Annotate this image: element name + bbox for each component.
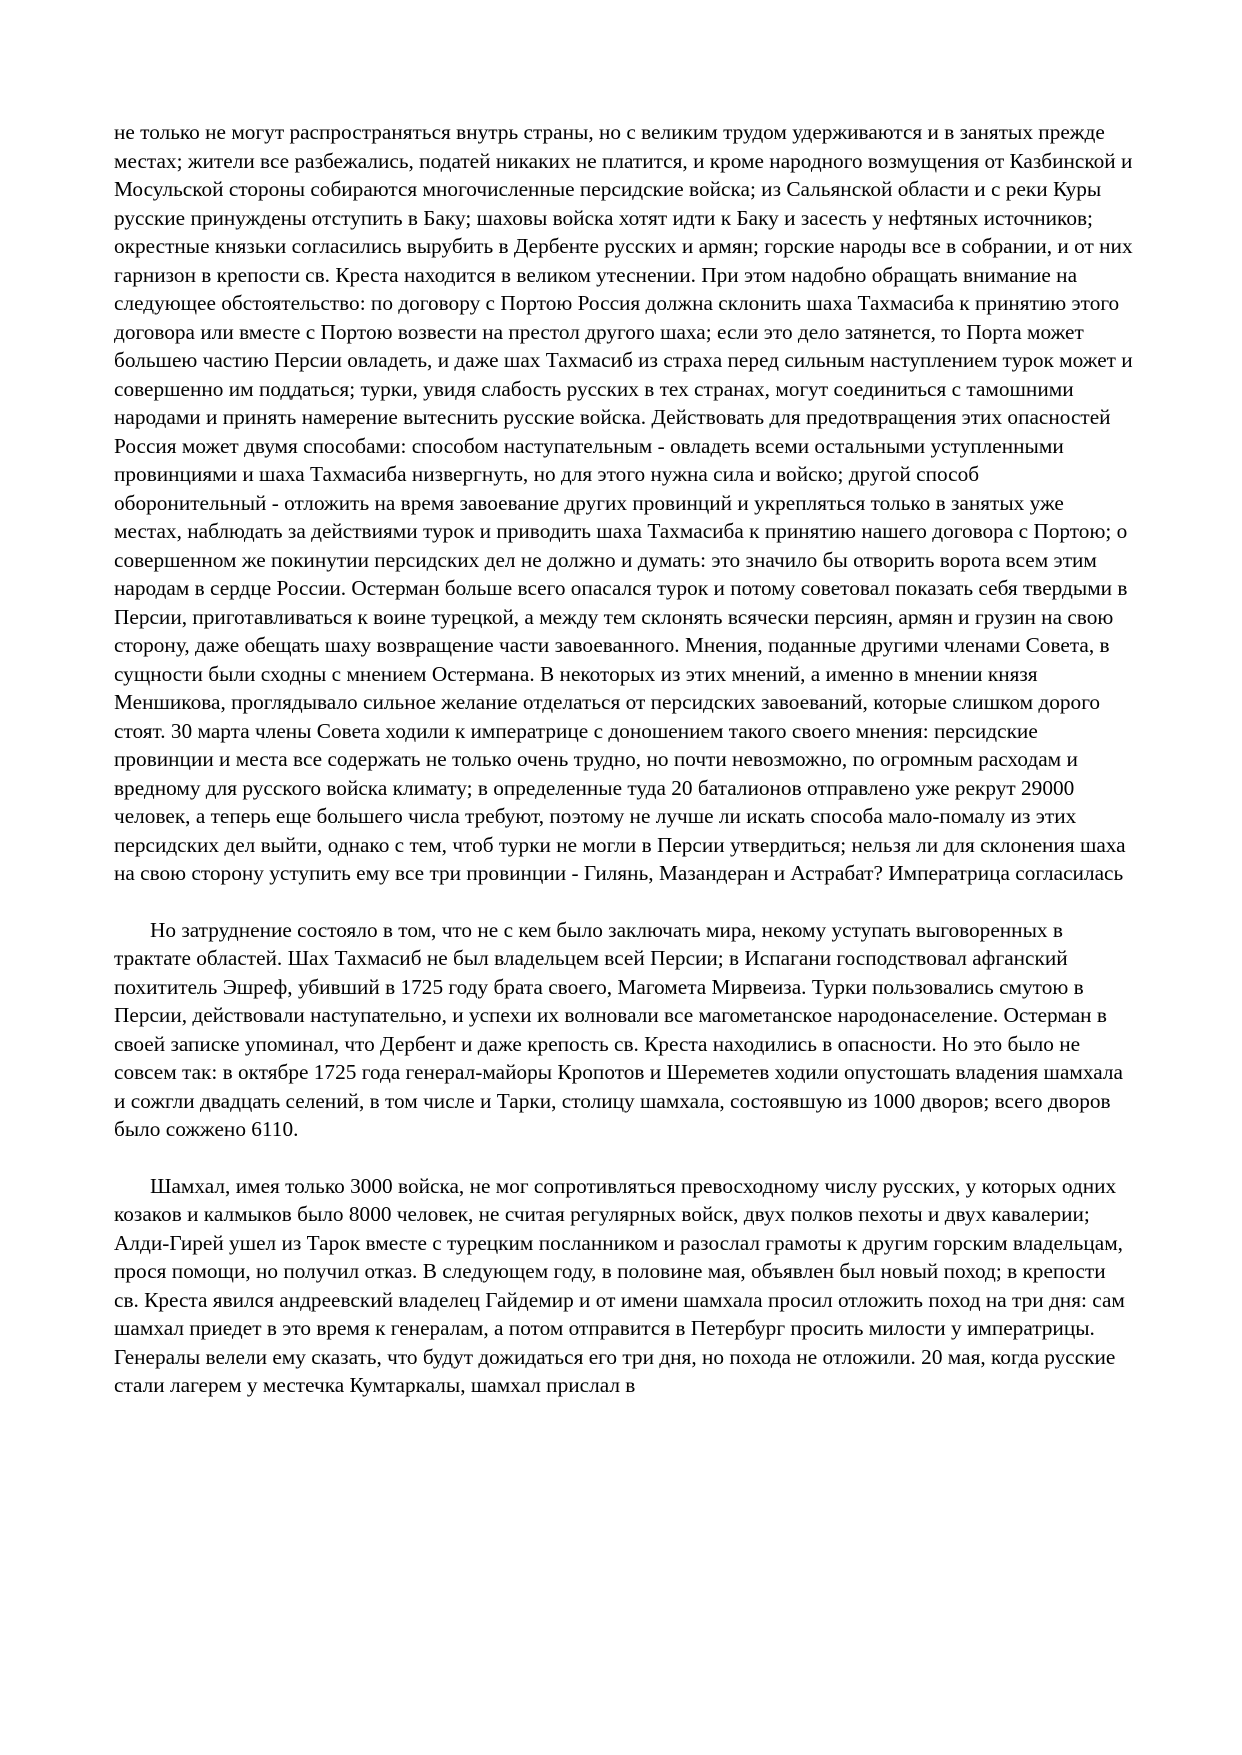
paragraph-1: не только не могут распространяться внутрь страны, но с великим трудом удерживаются и в занятых прежде местах; жители все разбежались, податей никаких не платится, и кроме народного возмущения от Казбинской и Мосульской стороны собираются многочисленные персидские войска; из Сальянской области и с реки Куры русские принуждены отступить в Баку; шаховы войска хотят идти к Баку и засесть у нефтяных источников; окрестные князьки согласились вырубить в Дербенте русских и армян; горские народы все в собрании, и от них гарнизон в крепости св. Креста находится в великом утеснении. При этом надобно обращать внимание на следующее обстоятельство: по договору с Портою Россия должна склонить шаха Тахмасиба к принятию этого договора или вместе с Портою возвести на престол другого шаха; если это дело затянется, то Порта может большею частию Персии овладеть, и даже шах Тахмасиб из страха перед сильным наступлением турок может и совершенно им поддаться; турки, увидя слабость русских в тех странах, могут соединиться с тамошними народами и принять намерение вытеснить русские войска. Действовать для предотвращения этих опасностей Россия может двумя способами: способом наступательным - овладеть всеми остальными уступленными провинциями и шаха Тахмасиба низвергнуть, но для этого нужна сила и войско; другой способ оборонительный - отложить на время завоевание других провинций и укрепляться только в занятых уже местах, наблюдать за действиями турок и приводить шаха Тахмасиба к принятию нашего договора с Портою; о совершенном же покинутии персидских дел не должно и думать: это значило бы отворить ворота всем этим народам в сердце России. Остерман больше всего опасался турок и потому советовал показать себя твердыми в Персии, приготавливаться к воине турецкой, а между тем склонять всячески персиян, армян и грузин на свою сторону, даже обещать шаху возвращение части завоеванного. Мнения, поданные другими членами Совета, в сущности были сходны с мнением Остермана. В некоторых из этих мнений, а именно в мнении князя Меншикова, проглядывало сильное желание отделаться от персидских завоеваний, которые слишком дорого стоят. 30 марта члены Совета ходили к императрице с доношением такого своего мнения: персидские провинции и места все содержать не только очень трудно, но почти невозможно, по огромным расходам и вредному для русского войска климату; в определенные туда 20 баталионов отправлено уже рекрут 29000 человек, а теперь еще большего числа требуют, поэтому не лучше ли искать способа мало-помалу из этих персидских дел выйти, однако с тем, чтоб турки не могли в Персии утвердиться; нельзя ли для склонения шаха на свою сторону уступить ему все три провинции - Гилянь, Мазандеран и Астрабат? Императрица согласилась xyxy=(114,120,1133,885)
paragraph-2: Но затруднение состояло в том, что не с кем было заключать мира, некому уступать выговоренных в трактате областей. Шах Тахмасиб не был владельцем всей Персии; в Испагани господствовал афганский похититель Эшреф, убивший в 1725 году брата своего, Магомета Мирвеиза. Турки пользовались смутою в Персии, действовали наступательно, и успехи их волновали все магометанское народонаселение. Остерман в своей записке упоминал, что Дербент и даже крепость св. Креста находились в опасности. Но это было не совсем так: в октябре 1725 года генерал-майоры Кропотов и Шереметев ходили опустошать владения шамхала и сожгли двадцать селений, в том числе и Тарки, столицу шамхала, состоявшую из 1000 дворов; всего дворов было сожжено 6110. xyxy=(114,917,1123,1141)
document-page xyxy=(114,118,1134,1400)
paragraph-3: Шамхал, имея только 3000 войска, не мог сопротивляться превосходному числу русских, у которых одних козаков и калмыков было 8000 человек, не считая регулярных войск, двух полков пехоты и двух кавалерии; Алди-Гирей ушел из Тарок вместе с турецким посланником и разослал грамоты к другим горским владельцам, прося помощи, но получил отказ. В следующем году, в половине мая, объявлен был новый поход; в крепости св. Креста явился андреевский владелец Гайдемир и от имени шамхала просил отложить поход на три дня: сам шамхал приедет в это время к генералам, а потом отправится в Петербург просить милости у императрицы. Генералы велели ему сказать, что будут дожидаться его три дня, но похода не отложили. 20 мая, когда русские стали лагерем у местечка Кумтаркалы, шамхал прислал в xyxy=(114,1173,1125,1397)
